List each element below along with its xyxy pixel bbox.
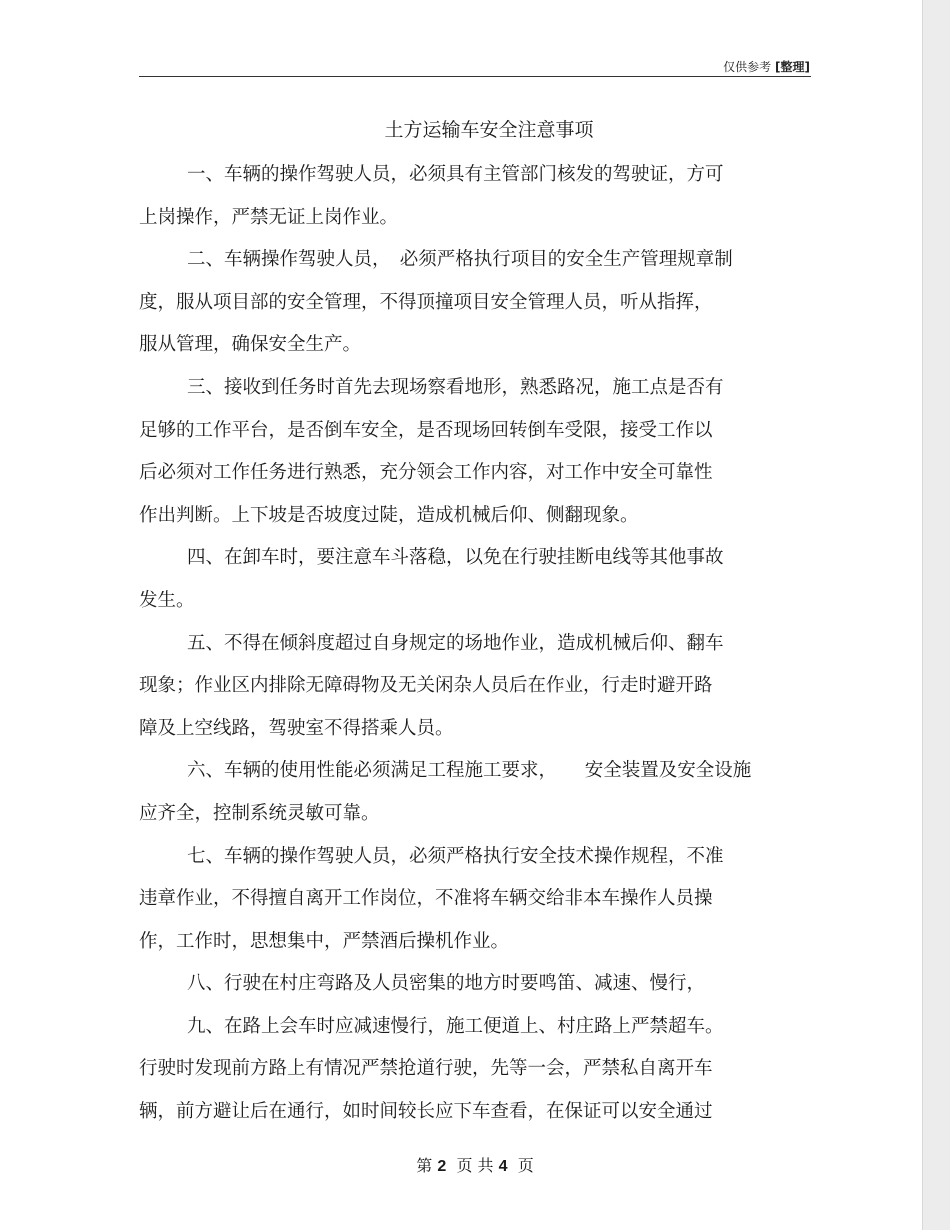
paragraph-9-line-2: 行驶时发现前方路上有情况严禁抢道行驶，先等一会，严禁私自离开车 — [139, 1058, 713, 1080]
paragraph-2-line-1: 二、车辆操作驾驶人员， 必须严格执行项目的安全生产管理规章制 — [187, 249, 733, 271]
footer-prefix: 第 — [416, 1156, 433, 1175]
paragraph-2-line-2: 度，服从项目部的安全管理，不得顶撞项目安全管理人员，听从指挥， — [139, 291, 713, 313]
paragraph-9-line-3: 辆，前方避让后在通行，如时间较长应下车查看，在保证可以安全通过 — [139, 1101, 713, 1123]
paragraph-6-line-1: 六、车辆的使用性能必须满足工程施工要求， 安全装置及安全设施 — [187, 760, 752, 782]
header-note: 仅供参考 — [723, 60, 772, 74]
paragraph-1-line-2: 上岗操作，严禁无证上岗作业。 — [139, 206, 399, 228]
paragraph-6-line-2: 应齐全，控制系统灵敏可靠。 — [139, 802, 380, 824]
header-divider — [139, 76, 811, 77]
paragraph-7-line-2: 违章作业，不得擅自离开工作岗位，不准将车辆交给非本车操作人员操 — [139, 888, 713, 910]
paragraph-7-line-1: 七、车辆的操作驾驶人员，必须严格执行安全技术操作规程，不准 — [187, 845, 724, 867]
paragraph-3-line-3: 后必须对工作任务进行熟悉，充分领会工作内容，对工作中安全可靠性 — [139, 462, 713, 484]
footer-suffix: 页 — [517, 1156, 534, 1175]
page-header — [723, 58, 810, 75]
paragraph-4-line-2: 发生。 — [139, 589, 195, 611]
paragraph-8-line-1: 八、行驶在村庄弯路及人员密集的地方时要鸣笛、减速、慢行， — [187, 973, 706, 995]
footer-current-page: 2 — [437, 1158, 447, 1175]
paragraph-1-line-1: 一、车辆的操作驾驶人员，必须具有主管部门核发的驾驶证，方可 — [187, 164, 724, 185]
page-footer — [0, 1155, 950, 1178]
paragraph-5-line-1: 五、不得在倾斜度超过自身规定的场地作业，造成机械后仰、翻车 — [187, 632, 724, 654]
header-tag: [整理] — [775, 60, 810, 74]
paragraph-4-line-1: 四、在卸车时，要注意车斗落稳，以免在行驶挂断电线等其他事故 — [187, 547, 724, 569]
footer-total-pages: 4 — [498, 1158, 508, 1175]
paragraph-3-line-4: 作出判断。上下坡是否坡度过陡，造成机械后仰、侧翻现象。 — [139, 504, 639, 526]
paragraph-3-line-1: 三、接收到任务时首先去现场察看地形，熟悉路况，施工点是否有 — [187, 376, 724, 398]
footer-middle: 页 共 — [456, 1156, 494, 1175]
paragraph-5-line-3: 障及上空线路，驾驶室不得搭乘人员。 — [139, 717, 454, 739]
paragraph-5-line-2: 现象；作业区内排除无障碍物及无关闲杂人员后在作业，行走时避开路 — [139, 675, 713, 697]
document-body — [139, 154, 819, 1134]
paragraph-7-line-3: 作，工作时，思想集中，严禁酒后操机作业。 — [139, 930, 510, 952]
paragraph-3-line-2: 足够的工作平台，是否倒车安全，是否现场回转倒车受限，接受工作以 — [139, 419, 713, 441]
paragraph-2-line-3: 服从管理，确保安全生产。 — [139, 334, 362, 356]
paragraph-9-line-1: 九、在路上会车时应减速慢行，施工便道上、村庄路上严禁超车。 — [187, 1015, 724, 1037]
document-title: 土方运输车安全注意事项 — [384, 119, 594, 141]
